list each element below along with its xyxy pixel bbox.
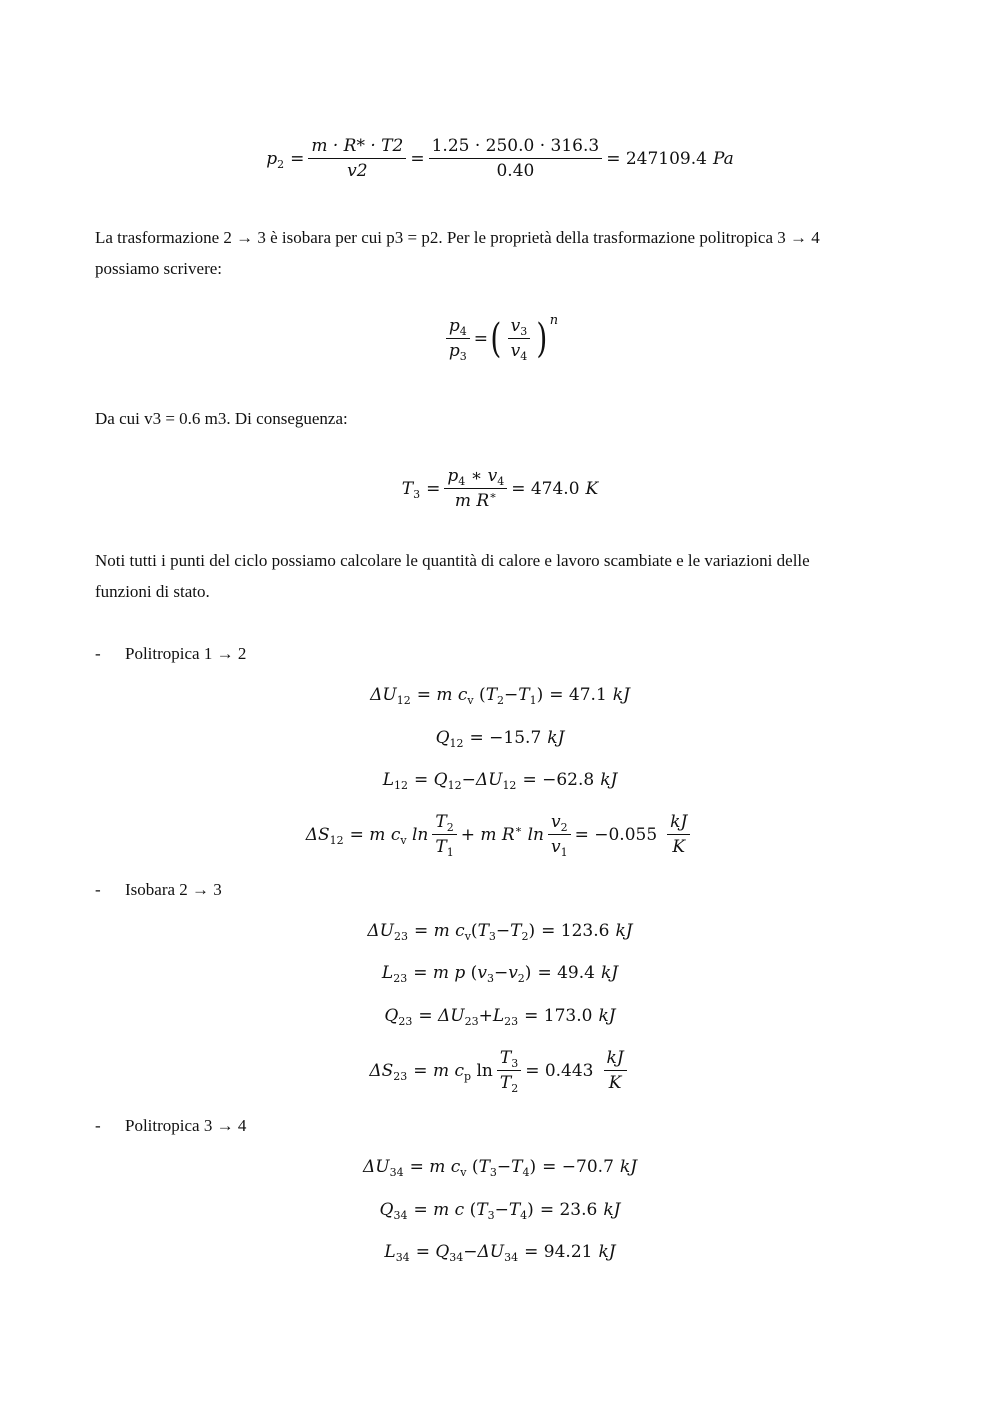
equation-Q23: $Q_{23}$ = $\Delta U_{23}$ + $L_{23}$ = 173.0 kJ <box>384 1006 616 1028</box>
equation-dU34: $\Delta U_{34}$ = m $c_v$ ( $T_3$ − $T_4$ ) = −70.7 kJ <box>362 1157 638 1179</box>
section-title: Politropica 1 → 2 <box>125 644 247 663</box>
equation-L34: $L_{34}$ = $Q_{34}$ − $\Delta U_{34}$ = 94.21 kJ <box>384 1242 616 1264</box>
Q12-value: = −15.7 <box>469 728 542 748</box>
p2-denominator-value: 0.40 <box>496 161 535 181</box>
equation-Q34: $Q_{34}$ = m c ( $T_3$ − $T_4$ ) = 23.6 kJ <box>379 1200 621 1222</box>
dU23-value: = 123.6 <box>541 921 610 941</box>
p2-result: = 247109.4 <box>606 148 707 169</box>
section-title: Politropica 3 → 4 <box>125 1116 247 1135</box>
energy-unit: kJ <box>547 728 565 748</box>
section-title-politropica-12 <box>95 642 246 666</box>
equation-dS12: $\Delta S_{12}$ = m $c_v$ ln $\frac{T_2}{T_1}$ + m R∗ ln $\frac{v_2}{v_1}$ = −0.055 $\frac{kJ}{K}$ <box>0 812 1000 857</box>
equation-L12: $L_{12}$ = $Q_{12}$ − $\Delta U_{12}$ = −62.8 kJ <box>382 770 618 792</box>
dS23-value: = 0.443 <box>525 1060 594 1081</box>
section-title-isobara-23 <box>95 878 222 902</box>
energy-unit: kJ <box>600 770 618 790</box>
paragraph-line: La trasformazione 2 → 3 è isobara per cui p3 = p2. Per le proprietà della trasformazione politropica 3 → 4 <box>95 228 820 247</box>
bullet-dash: - <box>95 880 101 899</box>
equation-polytropic-ratio: $\frac{p_4}{p_3}$ = ( $\frac{v_3}{v_4}$ ) n <box>0 316 1000 361</box>
T3-unit: K <box>585 478 599 499</box>
section-title: Isobara 2 → 3 <box>125 880 222 899</box>
energy-unit: kJ <box>615 921 633 941</box>
dS12-value: = −0.055 <box>574 824 658 845</box>
entropy-unit-num: kJ <box>667 812 690 835</box>
energy-unit: kJ <box>603 1200 621 1220</box>
paragraph-line: funzioni di stato. <box>95 582 210 601</box>
section-title-politropica-34 <box>95 1114 246 1138</box>
p2-unit: Pa <box>712 148 734 169</box>
entropy-unit-num: kJ <box>604 1048 627 1071</box>
energy-unit: kJ <box>619 1157 638 1177</box>
Q23-value: = 173.0 <box>524 1006 593 1026</box>
entropy-unit-den: K <box>672 837 686 857</box>
poly-exponent: n <box>549 313 559 328</box>
p2-numerator-vars: m · R* · T2 <box>308 136 406 159</box>
paragraph-v3: Da cui v3 = 0.6 m3. Di conseguenza: <box>95 409 348 428</box>
Q34-value: = 23.6 <box>539 1200 598 1220</box>
energy-unit: kJ <box>598 1006 616 1026</box>
equation-L23: $L_{23}$ = m p ( $v_3$ − $v_2$ ) = 49.4 kJ <box>381 963 619 985</box>
equation-T3: $T_3$ = $\frac{p_4 ∗ v_4}{m R^∗}$ = 474.0 K <box>401 466 599 511</box>
energy-unit: kJ <box>612 685 630 705</box>
equation-dS23: $\Delta S_{23}$ = m $c_p$ ln $\frac{T_3}{T_2}$ = 0.443 $\frac{kJ}{K}$ <box>0 1048 1000 1093</box>
entropy-unit-den: K <box>608 1073 622 1093</box>
equation-dU23: $\Delta U_{23}$ = m $c_v$ ( $T_3$ − $T_2$ ) = 123.6 kJ <box>367 921 633 943</box>
L12-value: = −62.8 <box>522 770 595 790</box>
equation-Q12: $Q_{12}$ = −15.7 kJ <box>435 728 565 750</box>
paragraph-line: possiamo scrivere: <box>95 259 222 278</box>
paragraph-line: Noti tutti i punti del ciclo possiamo calcolare le quantità di calore e lavoro scambiate e le variazioni delle <box>95 551 810 570</box>
p2-denominator-var: v2 <box>347 161 368 181</box>
paragraph-cycle <box>95 545 905 607</box>
bullet-dash: - <box>95 1116 101 1135</box>
p2-numerator-values: 1.25 · 250.0 · 316.3 <box>429 136 603 159</box>
equation-dU12: $\Delta U_{12}$ = m $c_v$ ( $T_2$ − $T_1$ ) = 47.1 kJ <box>370 685 630 707</box>
L34-value: = 94.21 <box>524 1242 593 1262</box>
equation-p2: $p_2$ = $\frac{m \cdot R* \cdot T2}{v2}$ = $\frac{1.25 \cdot 250.0 \cdot 316.3}{0.40}$ = 247109.4 Pa <box>266 136 734 181</box>
energy-unit: kJ <box>600 963 619 983</box>
bullet-dash: - <box>95 644 101 663</box>
energy-unit: kJ <box>598 1242 616 1262</box>
dU34-value: = −70.7 <box>542 1157 614 1177</box>
T3-result: = 474.0 <box>511 478 580 499</box>
paragraph-isobar <box>95 222 905 284</box>
L23-value: = 49.4 <box>537 963 595 983</box>
dU12-value: = 47.1 <box>549 685 607 705</box>
